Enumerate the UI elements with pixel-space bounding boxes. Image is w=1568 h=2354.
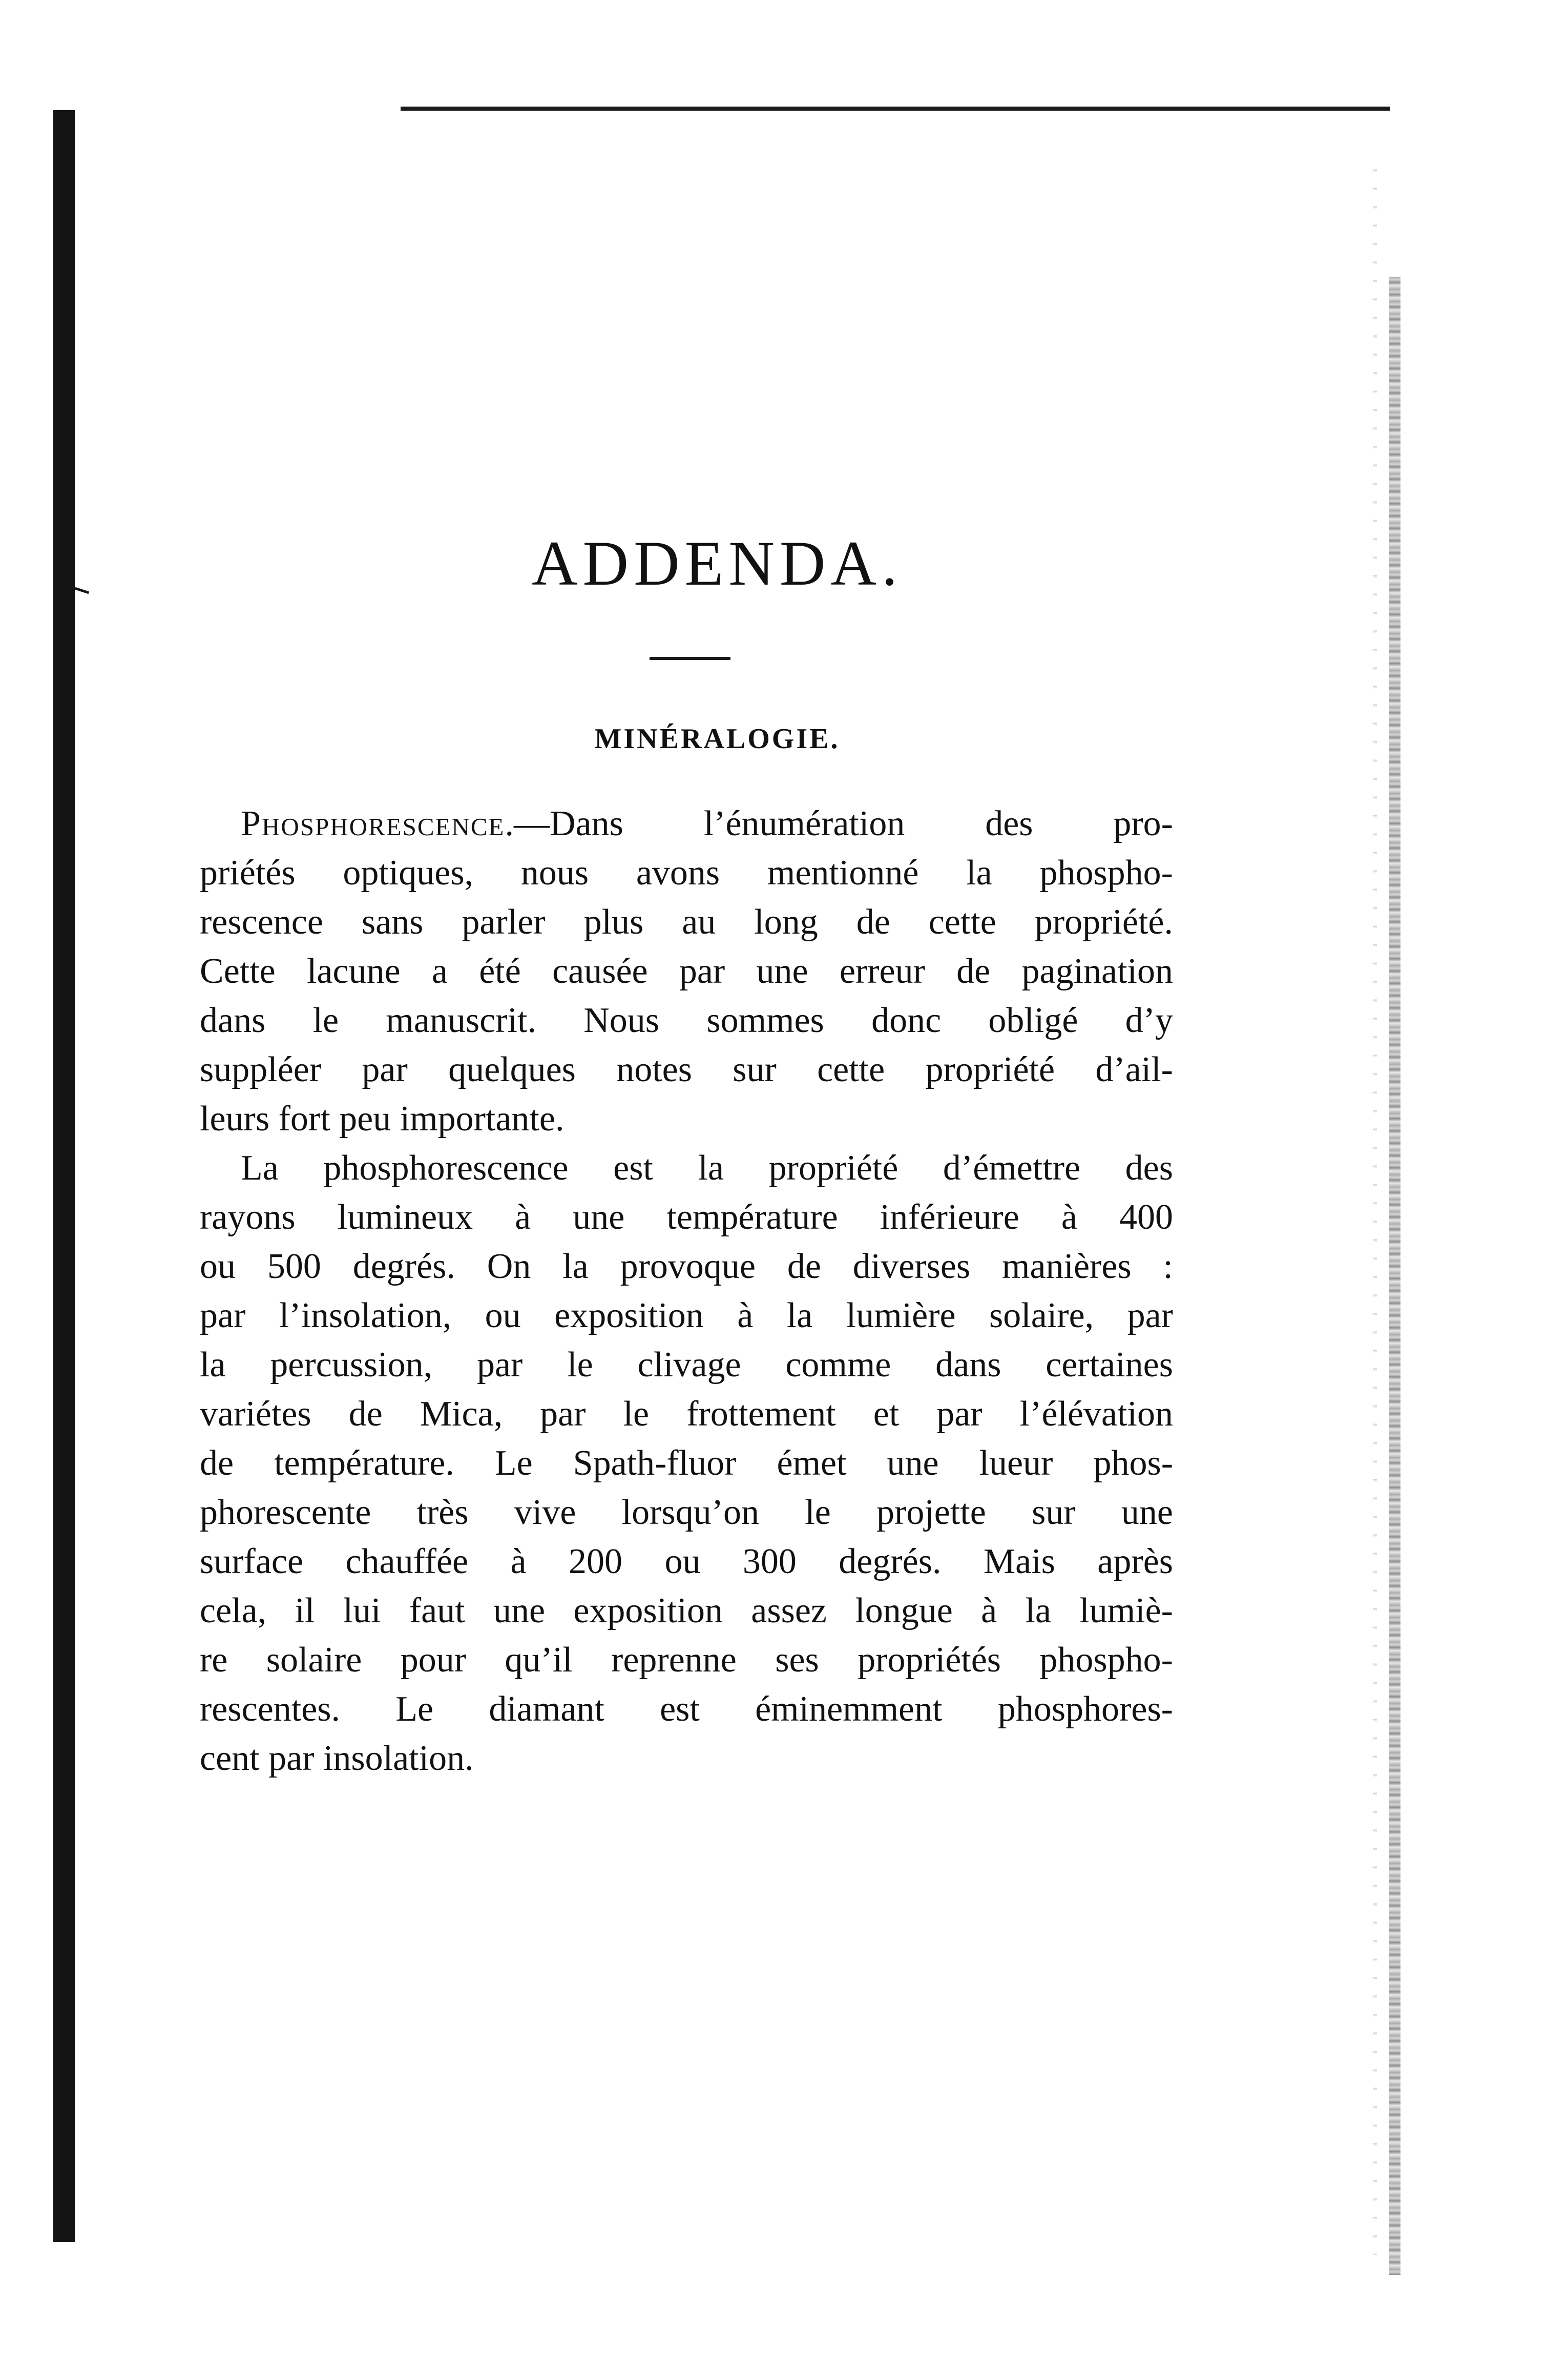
page-edge-speckle bbox=[1373, 154, 1377, 2255]
body-text bbox=[200, 799, 1173, 1783]
text-line: cela, il lui faut une exposition assez longue à la lumiè- bbox=[200, 1591, 1173, 1630]
text-line: leurs fort peu importante. bbox=[200, 1099, 565, 1139]
binding-shadow bbox=[53, 110, 75, 2242]
text-line: La phosphorescence est la propriété d’émettre des bbox=[241, 1148, 1173, 1188]
text-line: rayons lumineux à une température inférieure à 400 bbox=[200, 1197, 1173, 1237]
text-line: par l’insolation, ou exposition à la lumière solaire, par bbox=[200, 1296, 1173, 1335]
header-rule bbox=[401, 107, 1390, 111]
text-line: dans le manuscrit. Nous sommes donc obligé d’y bbox=[200, 1001, 1173, 1040]
paragraph-lead: Phosphorescence bbox=[241, 804, 505, 843]
page-title: ADDENDA. bbox=[531, 528, 903, 598]
text-line: re solaire pour qu’il reprenne ses propriétés phospho- bbox=[200, 1640, 1173, 1680]
text-line: variétes de Mica, par le frottement et par l’élévation bbox=[200, 1394, 1173, 1434]
section-heading: MINÉRALOGIE. bbox=[594, 723, 840, 755]
text-line: phorescente très vive lorsqu’on le projette sur une bbox=[200, 1493, 1173, 1532]
text-line: rescentes. Le diamant est éminemment phosphores- bbox=[200, 1689, 1173, 1729]
text-line: Cette lacune a été causée par une erreur de pagination bbox=[200, 952, 1173, 991]
title-rule bbox=[650, 657, 730, 660]
text-line: priétés optiques, nous avons mentionné la phospho- bbox=[200, 853, 1173, 893]
text-line: surface chauffée à 200 ou 300 degrés. Mais après bbox=[200, 1542, 1173, 1581]
text-line: rescence sans parler plus au long de cette propriété. bbox=[200, 902, 1173, 942]
text-line: suppléer par quelques notes sur cette propriété d’ail- bbox=[200, 1050, 1173, 1089]
text-line bbox=[200, 799, 1173, 849]
text-line: ou 500 degrés. On la provoque de diverses manières : bbox=[200, 1247, 1173, 1286]
text-line: de température. Le Spath-fluor émet une lueur phos- bbox=[200, 1443, 1173, 1483]
text-line: la percussion, par le clivage comme dans certaines bbox=[200, 1345, 1173, 1385]
text-line-content: .—Dans l’énumération des pro- bbox=[505, 804, 1173, 843]
text-line: cent par insolation. bbox=[200, 1739, 474, 1778]
